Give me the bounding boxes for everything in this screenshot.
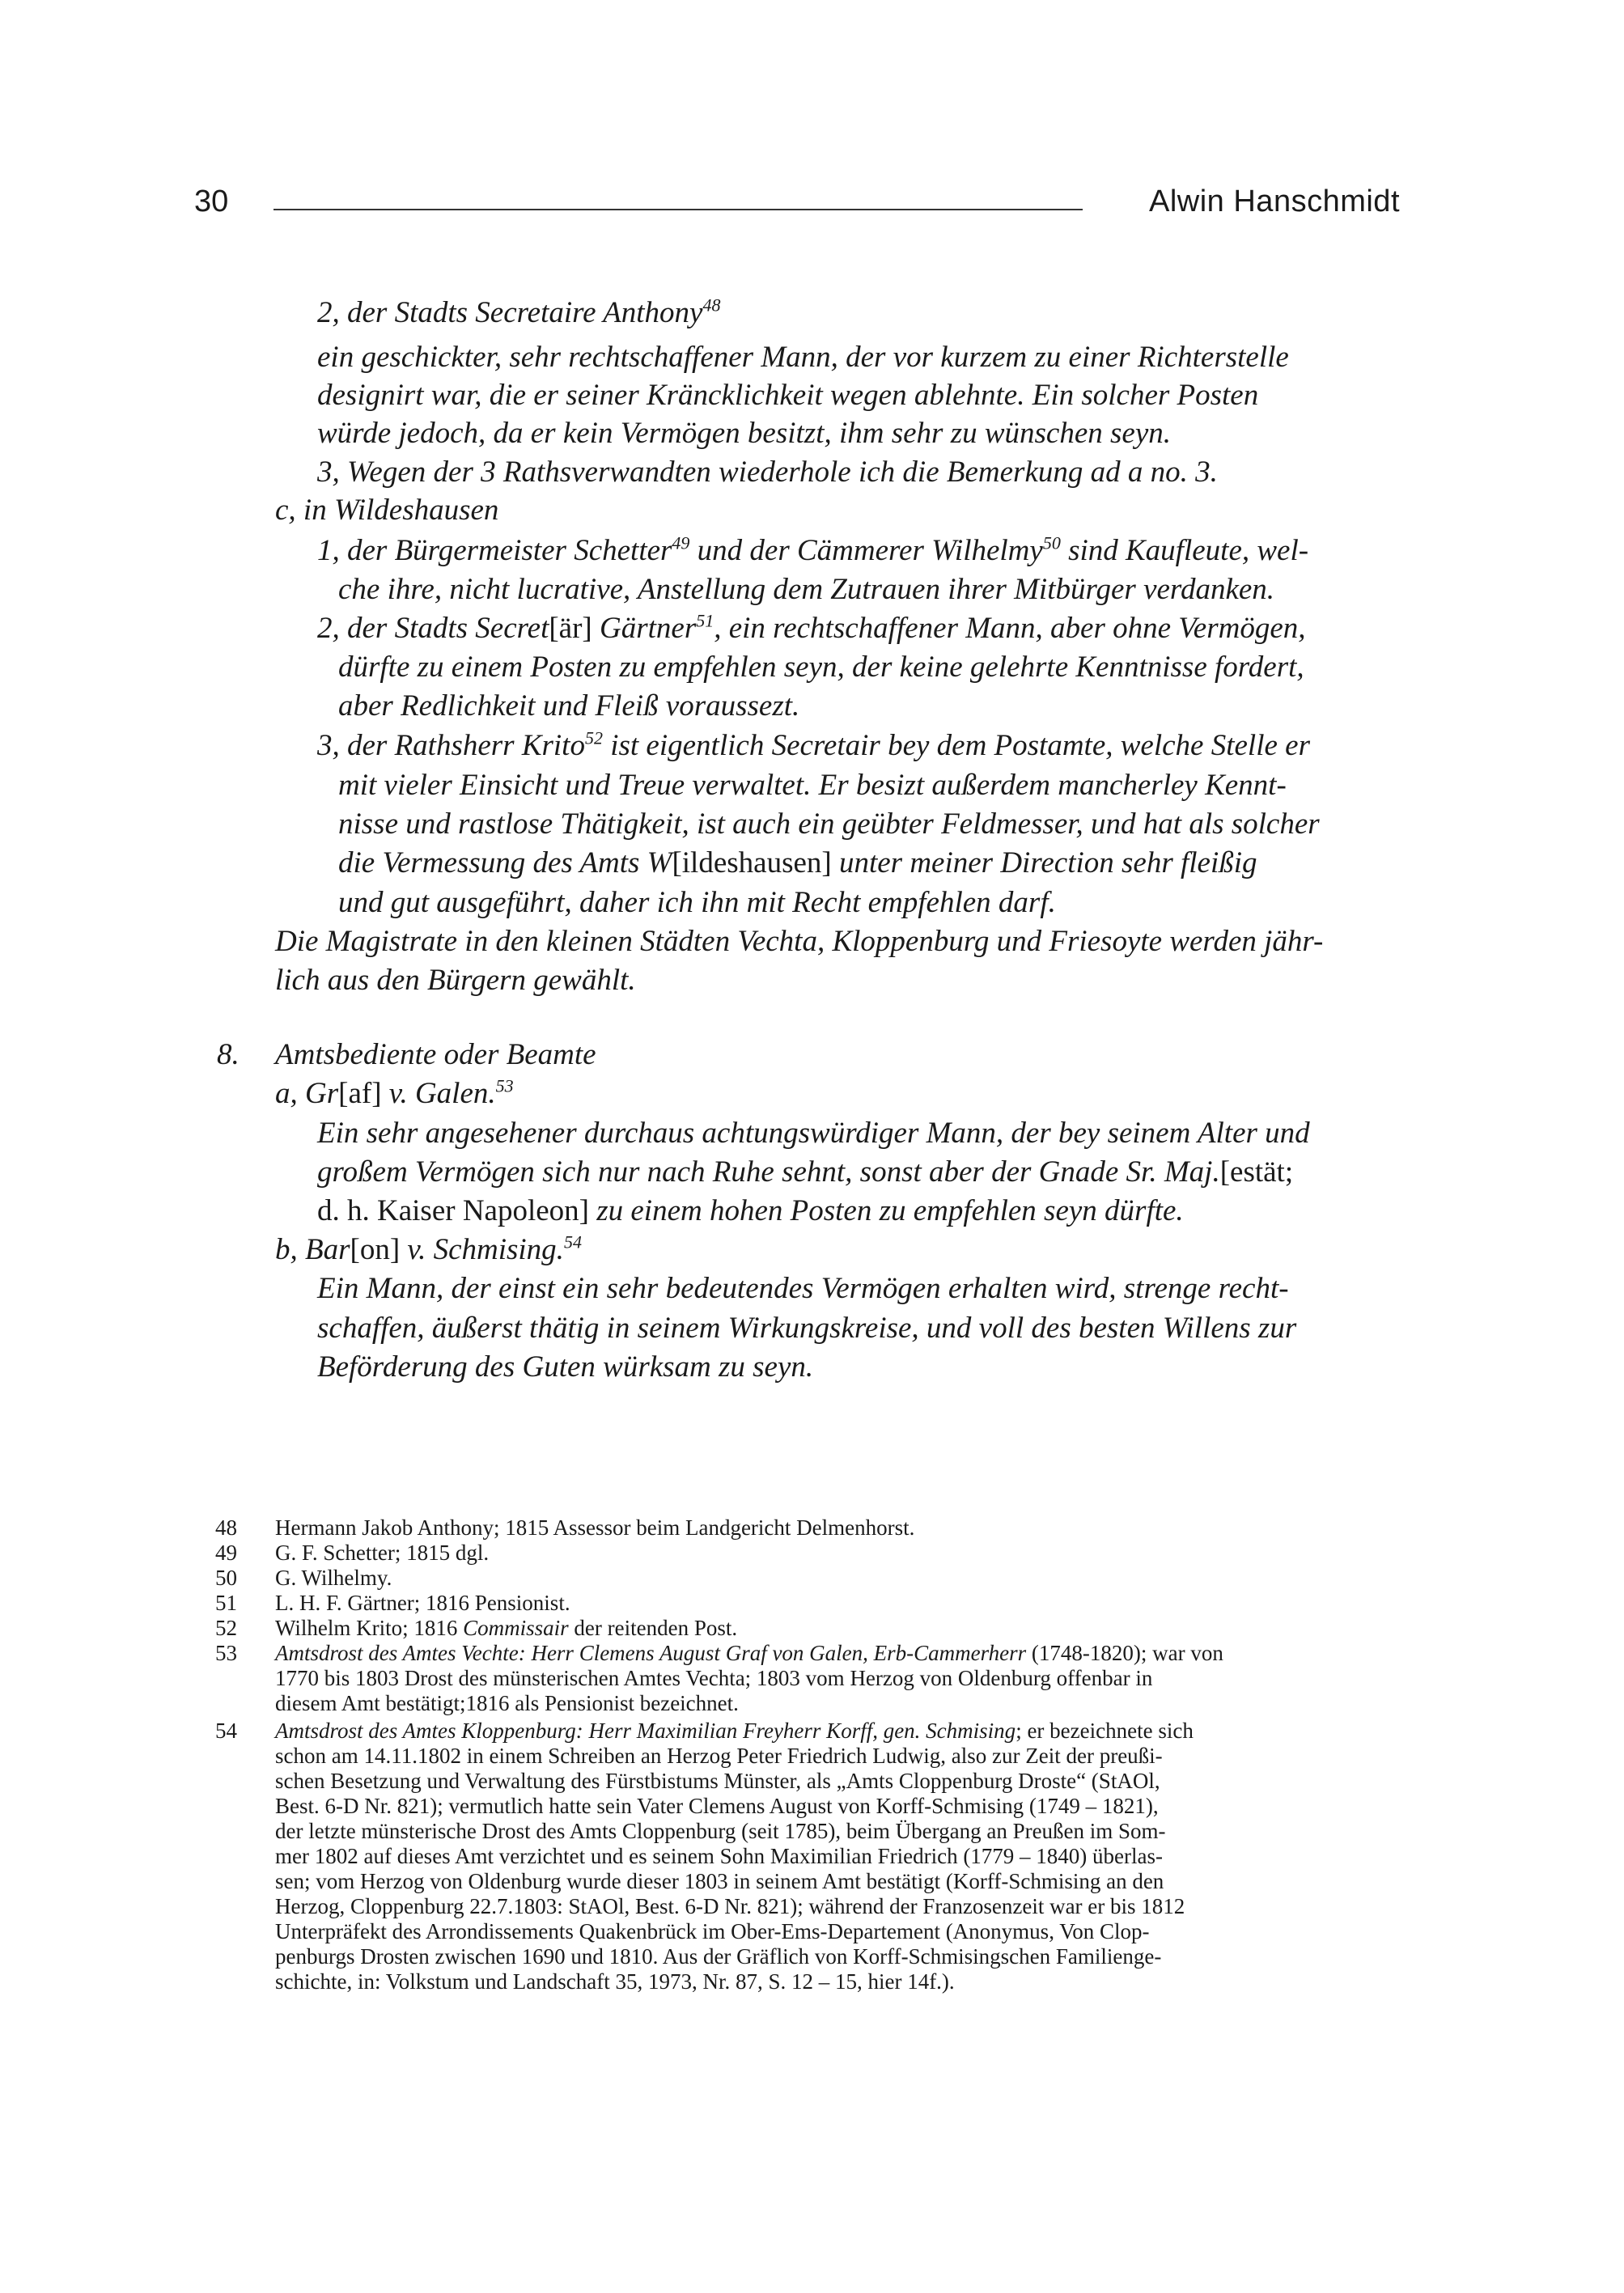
text-line: 3, Wegen der 3 Rathsverwandten wiederhole ich die Bemerkung ad a no. 3. xyxy=(317,456,1218,489)
footnote-number: 53 xyxy=(215,1641,237,1665)
footnote-line: Wilhelm Krito; 1816 Commissair der reitenden Post. xyxy=(275,1616,738,1640)
text-line: ein geschickter, sehr rechtschaffener Mann, der vor kurzem zu einer Richterstelle xyxy=(317,341,1289,374)
footnote-number: 51 xyxy=(215,1591,237,1615)
text-line: 2, der Stadts Secret[är] Gärtner$^{51}$, ein rechtschaffener Mann, aber ohne Vermögen, xyxy=(317,610,1306,645)
footnote-line: Amtsdrost des Amtes Vechte: Herr Clemens August Graf von Galen, Erb-Cammerherr (1748-1820); war von xyxy=(275,1641,1223,1665)
text-line: Amtsbediente oder Beamte xyxy=(275,1038,596,1071)
text-line: a, Gr[af] v. Galen.$^{53}$ xyxy=(275,1075,514,1110)
footnote-line: schichte, in: Volkstum und Landschaft 35, 1973, Nr. 87, S. 12 – 15, hier 14f.). xyxy=(275,1969,955,1994)
text-line: mit vieler Einsicht und Treue verwaltet. Er besizt außerdem mancherley Kennt- xyxy=(338,769,1287,802)
header-rule xyxy=(273,209,1083,210)
footnote-number: 49 xyxy=(215,1541,237,1565)
text-line: Die Magistrate in den kleinen Städten Vechta, Kloppenburg und Friesoyte werden jähr- xyxy=(275,925,1324,958)
text-line: lich aus den Bürgern gewählt. xyxy=(275,964,636,997)
text-line: schaffen, äußerst thätig in seinem Wirkungskreise, und voll des besten Willens zur xyxy=(317,1312,1297,1345)
footnote-line: schon am 14.11.1802 in einem Schreiben an Herzog Peter Friedrich Ludwig, also zur Zeit der preußi- xyxy=(275,1744,1163,1768)
footnote-line: der letzte münsterische Drost des Amts Cloppenburg (seit 1785), beim Übergang an Preußen im Som- xyxy=(275,1819,1166,1843)
footnote-number: 50 xyxy=(215,1566,237,1590)
text-line: die Vermessung des Amts W[ildeshausen] unter meiner Direction sehr fleißig xyxy=(338,846,1257,879)
footnote-line: Herzog, Cloppenburg 22.7.1803: StAOl, Best. 6-D Nr. 821); während der Franzosenzeit war er bis 1812 xyxy=(275,1894,1185,1918)
footnote-line: sen; vom Herzog von Oldenburg wurde dieser 1803 in seinem Amt bestätigt (Korff-Schmising an den xyxy=(275,1869,1164,1893)
footnote-line: L. H. F. Gärtner; 1816 Pensionist. xyxy=(275,1591,570,1615)
text-line: 3, der Rathsherr Krito$^{52}$ ist eigentlich Secretair bey dem Postamte, welche Stelle er xyxy=(317,727,1310,762)
footnote-line: mer 1802 auf dieses Amt verzichtet und es seinem Sohn Maximilian Friedrich (1779 – 1840) überlas- xyxy=(275,1844,1164,1868)
footnote-number: 54 xyxy=(215,1719,237,1743)
text-line: 2, der Stadts Secretaire Anthony$^{48}$ xyxy=(317,295,721,329)
text-line: und gut ausgeführt, daher ich ihn mit Recht empfehlen darf. xyxy=(338,886,1056,919)
footnote-line: schen Besetzung und Verwaltung des Fürstbistums Münster, als „Amts Cloppenburg Droste“ (StAOl, xyxy=(275,1769,1160,1793)
text-line: designirt war, die er seiner Kräncklichkeit wegen ablehnte. Ein solcher Posten xyxy=(317,379,1259,412)
text-line: Beförderung des Guten würksam zu seyn. xyxy=(317,1350,814,1384)
footnote-number: 48 xyxy=(215,1515,237,1540)
footnote-line: Amtsdrost des Amtes Kloppenburg: Herr Maximilian Freyherr Korff, gen. Schmising; er bezeichnete sich xyxy=(275,1719,1194,1743)
page-number: 30 xyxy=(194,184,229,218)
footnote-line: G. Wilhelmy. xyxy=(275,1566,392,1590)
text-line: würde jedoch, da er kein Vermögen besitzt, ihm sehr zu wünschen seyn. xyxy=(317,417,1172,450)
text-line: 1, der Bürgermeister Schetter$^{49}$ und der Cämmerer Wilhelmy$^{50}$ sind Kaufleute, wel- xyxy=(317,532,1309,567)
footnote-line: Best. 6-D Nr. 821); vermutlich hatte sein Vater Clemens August von Korff-Schmising (1749 – 1821), xyxy=(275,1794,1159,1818)
footnote-line: 1770 bis 1803 Drost des münsterischen Amtes Vechta; 1803 vom Herzog von Oldenburg offenbar in xyxy=(275,1666,1153,1690)
footnote-line: Unterpräfekt des Arrondissements Quakenbrück im Ober-Ems-Departement (Anonymus, Von Clop- xyxy=(275,1919,1150,1943)
text-line: d. h. Kaiser Napoleon] zu einem hohen Posten zu empfehlen seyn dürfte. xyxy=(317,1194,1184,1227)
text-line: 8. xyxy=(217,1038,240,1071)
text-line: b, Bar[on] v. Schmising.$^{54}$ xyxy=(275,1231,582,1266)
text-line: dürfte zu einem Posten zu empfehlen seyn, der keine gelehrte Kenntnisse fordert, xyxy=(338,651,1304,684)
text-line: großem Vermögen sich nur nach Ruhe sehnt, sonst aber der Gnade Sr. Maj.[estät; xyxy=(317,1155,1294,1189)
footnote-line: penburgs Drosten zwischen 1690 und 1810. Aus der Gräflich von Korff-Schmisingschen Familienge- xyxy=(275,1944,1162,1969)
footnote-number: 52 xyxy=(215,1616,237,1640)
footnote-line: G. F. Schetter; 1815 dgl. xyxy=(275,1541,490,1565)
footnote-line: Hermann Jakob Anthony; 1815 Assessor beim Landgericht Delmenhorst. xyxy=(275,1515,915,1540)
running-header xyxy=(194,184,1400,233)
running-head-author: Alwin Hanschmidt xyxy=(1149,184,1400,218)
text-line: nisse und rastlose Thätigkeit, ist auch ein geübter Feldmesser, und hat als solcher xyxy=(338,807,1320,841)
text-line: Ein sehr angesehener durchaus achtungswürdiger Mann, der bey seinem Alter und xyxy=(317,1117,1310,1150)
text-line: Ein Mann, der einst ein sehr bedeutendes Vermögen erhalten wird, strenge recht- xyxy=(317,1272,1289,1305)
text-line: che ihre, nicht lucrative, Anstellung dem Zutrauen ihrer Mitbürger verdanken. xyxy=(338,573,1275,606)
text-line: c, in Wildeshausen xyxy=(275,494,499,527)
text-line: aber Redlichkeit und Fleiß voraussezt. xyxy=(338,689,800,723)
footnote-line: diesem Amt bestätigt;1816 als Pensionist bezeichnet. xyxy=(275,1691,739,1715)
